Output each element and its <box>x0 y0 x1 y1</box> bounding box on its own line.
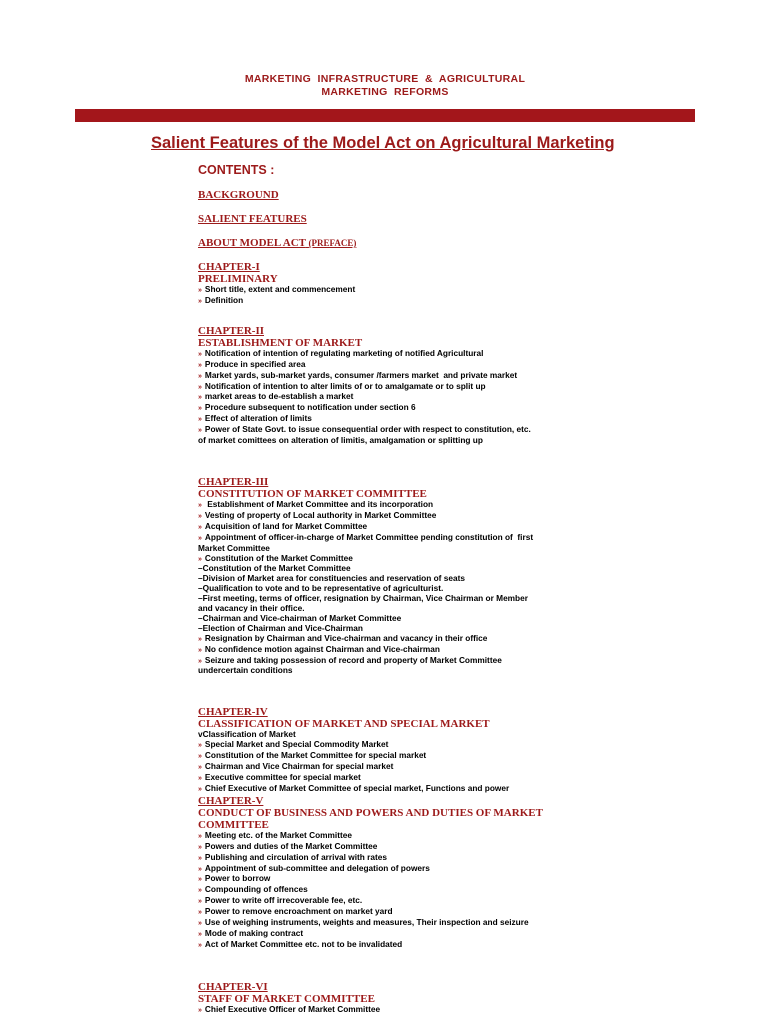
chapter-link[interactable]: CHAPTER-VI <box>198 980 268 993</box>
bullet-icon: » <box>198 555 202 563</box>
chapter-section <box>198 476 598 676</box>
chapter-link[interactable]: CHAPTER-IV <box>198 706 268 719</box>
chapter-section <box>198 706 598 794</box>
list-item-text: Power of State Govt. to issue consequential order with respect to constitution, etc. <box>204 424 531 435</box>
bullet-icon: » <box>198 909 202 917</box>
list-item-text: Use of weighing instruments, weights and measures, Their inspection and seizure <box>204 917 529 928</box>
link-salient-features[interactable]: SALIENT FEATURES <box>198 213 307 225</box>
bullet-icon: » <box>198 887 202 895</box>
bullet-icon: » <box>198 372 202 380</box>
list-item-text: Power to remove encroachment on market yard <box>204 906 393 917</box>
list-item-text: Effect of alteration of limits <box>204 413 312 424</box>
list-item-text: –First meeting, terms of officer, resignation by Chairman, Vice Chairman or Member <box>198 593 528 604</box>
list-item-text: Mode of making contract <box>204 927 304 938</box>
chapter-name: STAFF OF MARKET COMMITTEE <box>198 992 375 1005</box>
list-item-text: Act of Market Committee etc. not to be invalidated <box>204 938 403 949</box>
bullet-icon: » <box>198 753 202 761</box>
list-item-text: –Election of Chairman and Vice-Chairman <box>198 622 363 633</box>
list-item-text: –Division of Market area for constituencies and reservation of seats <box>198 573 465 584</box>
list-item[interactable] <box>198 1005 598 1016</box>
bullet-icon: » <box>198 523 202 531</box>
list-item-text: Chairman and Vice Chairman for special market <box>204 761 394 772</box>
bullet-icon: » <box>198 930 202 938</box>
list-item-text: Short title, extent and commencement <box>204 284 356 294</box>
list-item[interactable] <box>198 784 598 795</box>
bullet-icon: » <box>198 1006 202 1014</box>
list-item-text: Appointment of officer-in-charge of Market Committee pending constitution of first <box>204 531 534 542</box>
header-line-1: MARKETING INFRASTRUCTURE & AGRICULTURAL <box>244 73 526 85</box>
list-item-text: –Constitution of the Market Committee <box>198 563 351 574</box>
chapter-section <box>198 795 598 951</box>
bullet-icon: » <box>198 775 202 782</box>
chapter-name: PRELIMINARY <box>198 273 278 285</box>
list-item-text: Procedure subsequent to notification under section 6 <box>204 402 416 413</box>
chapter-section <box>198 325 598 446</box>
list-item-text: market areas to de-establish a market <box>204 391 354 402</box>
list-item-text: Produce in specified area <box>204 358 306 369</box>
bullet-icon: » <box>198 941 202 949</box>
list-item-text: –Chairman and Vice-chairman of Market Committee <box>198 612 402 623</box>
list-item-text: Meeting etc. of the Market Committee <box>204 829 352 840</box>
chapter-name: CONSTITUTION OF MARKET COMMITTEE <box>198 487 427 500</box>
list-item-text: Market yards, sub-market yards, consumer /farmers market and private market <box>204 369 518 380</box>
list-item-text: –Qualification to vote and to be representative of agriculturist. <box>198 583 444 594</box>
list-item-text: Publishing and circulation of arrival with rates <box>204 851 388 862</box>
chapter-list <box>198 261 598 1016</box>
bullet-icon: » <box>198 854 202 862</box>
bullet-icon: » <box>198 742 202 750</box>
chapter-name: CLASSIFICATION OF MARKET AND SPECIAL MARKET <box>198 718 490 731</box>
link-background[interactable]: BACKGROUND <box>198 189 279 201</box>
list-item-text: Power to borrow <box>204 873 271 884</box>
list-item-text: Powers and duties of the Market Committee <box>204 840 378 851</box>
chapter-section <box>198 981 598 1016</box>
bullet-icon: » <box>198 920 202 928</box>
list-item-text: Executive committee for special market <box>204 772 361 782</box>
list-item-text: Compounding of offences <box>204 884 308 895</box>
chapter-link[interactable]: CHAPTER-V <box>198 794 264 807</box>
list-item[interactable] <box>198 285 598 296</box>
list-item-text: Appointment of sub-committee and delegation of powers <box>204 862 430 873</box>
list-item-text: No confidence motion against Chairman and Vice-chairman <box>204 643 440 654</box>
list-item-text: vClassification of Market <box>198 729 296 740</box>
bullet-icon: » <box>198 646 202 654</box>
bullet-icon: » <box>198 287 202 294</box>
list-item-text: Establishment of Market Committee and its incorporation <box>204 498 434 509</box>
bullet-icon: » <box>198 350 202 358</box>
page-title: Salient Features of the Model Act on Agricultural Marketing <box>151 134 615 152</box>
chapter-name: CONDUCT OF BUSINESS AND POWERS AND DUTIES OF MARKET COMMITTEE <box>198 806 543 831</box>
list-item-text: Market Committee <box>198 542 270 553</box>
bullet-icon: » <box>198 832 202 840</box>
contents-section <box>198 163 598 1016</box>
bullet-icon: » <box>198 383 202 391</box>
chapter-link[interactable]: CHAPTER-I <box>198 261 260 273</box>
chapter-section <box>198 261 598 307</box>
bullet-icon: » <box>198 416 202 424</box>
list-item-text: Constitution of the Market Committee for special market <box>204 750 427 761</box>
bullet-icon: » <box>198 865 202 873</box>
bullet-icon: » <box>198 898 202 906</box>
bullet-icon: » <box>198 394 202 402</box>
list-item-text: Special Market and Special Commodity Market <box>204 739 389 750</box>
bullet-icon: » <box>198 876 202 884</box>
link-about-model-act[interactable] <box>198 237 598 261</box>
bullet-icon: » <box>198 297 202 305</box>
list-item-text: Seizure and taking possession of record and property of Market Committee <box>204 654 502 665</box>
bullet-icon: » <box>198 635 202 643</box>
bullet-icon: » <box>198 361 202 369</box>
preface-label: (PREFACE) <box>308 238 357 248</box>
list-item-text: Resignation by Chairman and Vice-chairman and vacancy in their office <box>204 632 488 643</box>
list-item[interactable] <box>198 666 598 676</box>
document-header <box>0 73 770 99</box>
bullet-icon: » <box>198 405 202 413</box>
list-item-text: Acquisition of land for Market Committee <box>204 520 368 531</box>
bullet-icon: » <box>198 843 202 851</box>
list-item-text: Notification of intention to alter limits of or to amalgamate or to split up <box>204 380 486 391</box>
chapter-name: ESTABLISHMENT OF MARKET <box>198 336 363 349</box>
list-item[interactable] <box>198 940 598 951</box>
list-item-text: undercertain conditions <box>198 665 293 676</box>
header-line-2: MARKETING REFORMS <box>321 86 449 98</box>
bullet-icon: » <box>198 657 202 665</box>
list-item[interactable] <box>198 436 598 446</box>
list-item-text: Chief Executive of Market Committee of special market, Functions and power <box>204 782 510 793</box>
list-item-text: Constitution of the Market Committee <box>204 552 353 563</box>
bullet-icon: » <box>198 534 202 542</box>
bullet-icon: » <box>198 427 202 435</box>
list-item-text: and vacancy in their office. <box>198 603 305 614</box>
bullet-icon: » <box>198 512 202 520</box>
chapter-link[interactable]: CHAPTER-II <box>198 324 265 337</box>
chapter-link[interactable]: CHAPTER-III <box>198 475 269 488</box>
list-item-text: of market comittees on alteration of limitis, amalgamation or splitting up <box>198 435 483 446</box>
list-item-text: Notification of intention of regulating marketing of notified Agricultural <box>204 347 484 358</box>
list-item-text: Power to write off irrecoverable fee, etc. <box>204 895 363 906</box>
list-item-text: Definition <box>204 294 244 305</box>
list-item-text: Chief Executive Officer of Market Committee <box>204 1003 381 1014</box>
bullet-icon: » <box>198 501 202 509</box>
bullet-icon: » <box>198 764 202 772</box>
list-item-text: Vesting of property of Local authority in Market Committee <box>204 509 437 520</box>
about-model-act-label: ABOUT MODEL ACT <box>198 237 306 249</box>
list-item[interactable] <box>198 296 598 307</box>
bullet-icon: » <box>198 785 202 793</box>
header-divider-bar <box>75 109 695 122</box>
contents-label: CONTENTS : <box>198 163 275 177</box>
